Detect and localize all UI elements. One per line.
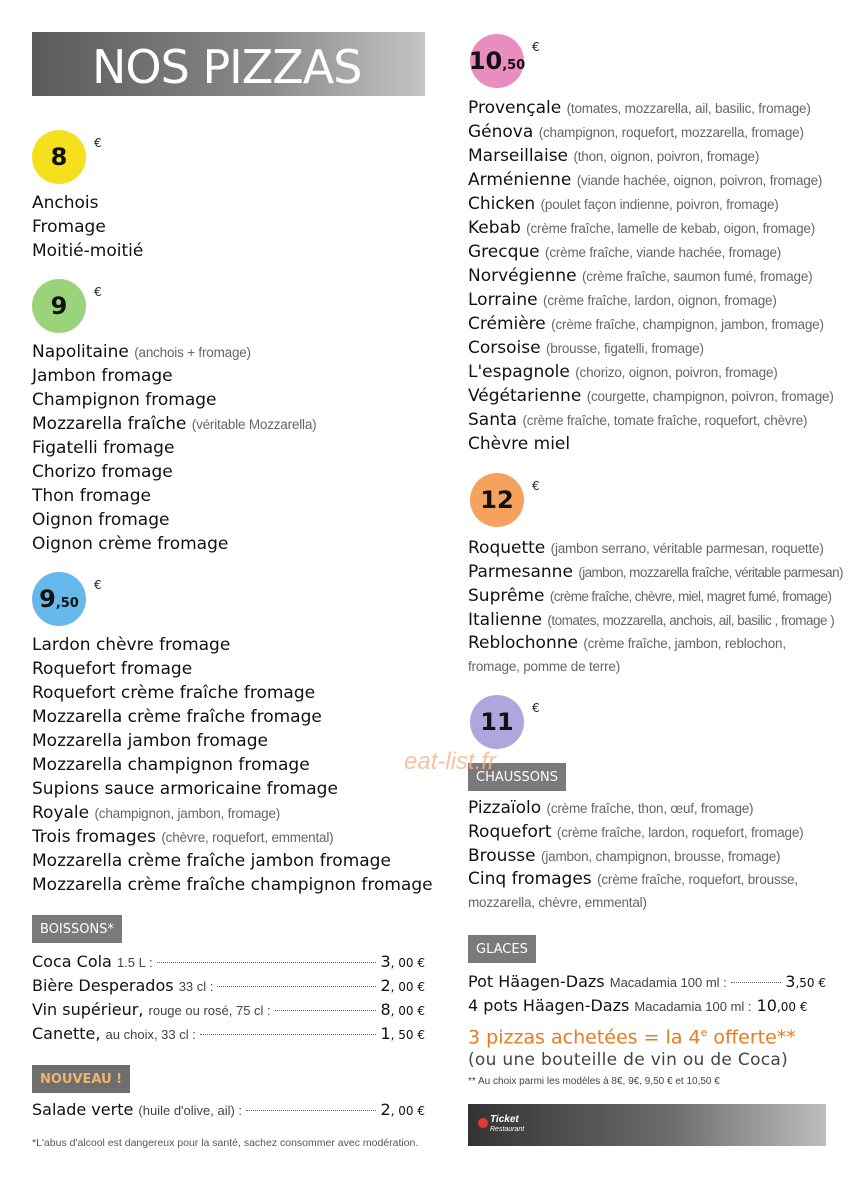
list-item: Roquette (jambon serrano, véritable parmesan, roquette) [468, 538, 824, 558]
price-disc: 8 [32, 130, 86, 184]
glace-row: 4 pots Häagen-Dazs Macadamia 100 ml : 10,00 € [468, 996, 808, 1015]
glaces-label: GLACES [468, 935, 536, 963]
price-badge-11 [470, 695, 540, 749]
nouveau-label: NOUVEAU ! [32, 1065, 130, 1093]
list-8 [32, 191, 143, 263]
list-item: Roquefort crème fraîche fromage [32, 683, 316, 703]
list-item: Figatelli fromage [32, 438, 175, 458]
list-12 [468, 536, 843, 678]
list-item: Supions sauce armoricaine fromage [32, 779, 338, 799]
list-item: Roquefort (crème fraîche, lardon, roquefort, fromage) [468, 822, 804, 842]
drink-row: Vin supérieur, rouge ou rosé, 75 cl : 8, 00 € [32, 1000, 425, 1019]
list-item: Mozzarella crème fraîche jambon fromage [32, 851, 391, 871]
drink-row: Bière Desperados 33 cl : 2, 00 € [32, 976, 425, 995]
ticket-logo-text: Ticket [490, 1114, 519, 1125]
list-item: Kebab (crème fraîche, lamelle de kebab, oigon, fromage) [468, 218, 816, 238]
list-item: Suprême (crème fraîche, chèvre, miel, magret fumé, fromage) [468, 586, 832, 606]
list-item: Moitié-moitié [32, 241, 144, 261]
leader-dots [217, 986, 376, 987]
price-disc: 12 [470, 473, 524, 527]
ticket-logo-subtext: Restaurant [490, 1126, 525, 1133]
list-item: Lardon chèvre fromage [32, 635, 231, 655]
list-item: Pizzaïolo (crème fraîche, thon, œuf, fromage) [468, 798, 754, 818]
list-11 [468, 796, 828, 914]
list-item: Provençale (tomates, mozzarella, ail, basilic, fromage) [468, 98, 811, 118]
list-item: Santa (crème fraîche, tomate fraîche, roquefort, chèvre) [468, 410, 808, 430]
list-9 [32, 340, 316, 556]
promo-note: ** Au choix parmi les modèles à 8€, 9€, 9,50 € et 10,50 € [468, 1076, 720, 1087]
drink-row: Canette, au choix, 33 cl : 1, 50 € [32, 1024, 425, 1043]
list-item: Cinq fromages (crème fraîche, roquefort, brousse, mozzarella, chèvre, emmental) [468, 869, 798, 910]
list-item: Oignon crème fromage [32, 534, 229, 554]
list-item: Trois fromages (chèvre, roquefort, emmental) [32, 827, 334, 847]
list-item: Fromage [32, 217, 106, 237]
promo-offer: 3 pizzas achetées = la 4e offerte** [468, 1026, 796, 1049]
euro-sign: € [532, 701, 540, 715]
list-item: Roquefort fromage [32, 659, 193, 679]
list-9-50 [32, 633, 433, 897]
price-badge-9-50 [32, 572, 102, 626]
list-item: Mozzarella jambon fromage [32, 731, 268, 751]
list-item: Royale (champignon, jambon, fromage) [32, 803, 281, 823]
chaussons-label: CHAUSSONS [468, 763, 566, 791]
list-item: Grecque (crème fraîche, viande hachée, fromage) [468, 242, 782, 262]
list-item: Chèvre miel [468, 434, 571, 454]
list-item: Mozzarella champignon fromage [32, 755, 310, 775]
list-10-50 [468, 96, 834, 456]
list-item: Norvégienne (crème fraîche, saumon fumé, fromage) [468, 266, 813, 286]
promo-alternative: (ou une bouteille de vin ou de Coca) [468, 1050, 789, 1070]
price-badge-9 [32, 279, 102, 333]
list-item: Lorraine (crème fraîche, lardon, oignon, fromage) [468, 290, 777, 310]
list-item: Génova (champignon, roquefort, mozzarella, fromage) [468, 122, 804, 142]
list-item: Mozzarella crème fraîche fromage [32, 707, 322, 727]
page-title: NOS PIZZAS [92, 40, 362, 94]
leader-dots [731, 982, 781, 983]
price-disc: 9 ,50 [32, 572, 86, 626]
leader-dots [200, 1034, 377, 1035]
price-badge-12 [470, 473, 540, 527]
watermark: eat-list.fr [404, 748, 497, 775]
title-bar [32, 32, 425, 96]
list-item: Brousse (jambon, champignon, brousse, fromage) [468, 846, 781, 866]
list-item: Marseillaise (thon, oignon, poivron, fromage) [468, 146, 760, 166]
alcohol-note: *L'abus d'alcool est dangereux pour la santé, sachez consommer avec modération. [32, 1137, 419, 1149]
list-item: Chicken (poulet façon indienne, poivron, fromage) [468, 194, 779, 214]
list-item: Anchois [32, 193, 99, 213]
price-badge-10-50 [470, 34, 540, 88]
boissons-label: BOISSONS* [32, 915, 122, 943]
drink-row: Coca Cola 1.5 L : 3, 00 € [32, 952, 425, 971]
list-item: Corsoise (brousse, figatelli, fromage) [468, 338, 704, 358]
salad-row: Salade verte (huile d'olive, ail) : 2, 00 € [32, 1100, 425, 1119]
list-item: Champignon fromage [32, 390, 217, 410]
price-badge-8 [32, 130, 102, 184]
list-item: Thon fromage [32, 486, 151, 506]
price-disc: 10 ,50 [470, 34, 524, 88]
leader-dots [157, 962, 377, 963]
list-item: Napolitaine (anchois + fromage) [32, 342, 251, 362]
list-item: Crémière (crème fraîche, champignon, jambon, fromage) [468, 314, 824, 334]
list-item: Végétarienne (courgette, champignon, poivron, fromage) [468, 386, 834, 406]
list-item: Oignon fromage [32, 510, 170, 530]
list-item: Parmesanne (jambon, mozzarella fraîche, véritable parmesan) [468, 562, 843, 582]
ticket-restaurant-banner [468, 1104, 826, 1146]
price-disc: 11 [470, 695, 524, 749]
leader-dots [275, 1010, 377, 1011]
leader-dots [246, 1110, 376, 1111]
list-item: Jambon fromage [32, 366, 173, 386]
ticket-restaurant-logo-icon [478, 1118, 488, 1128]
euro-sign: € [532, 40, 540, 54]
euro-sign: € [532, 479, 540, 493]
euro-sign: € [94, 578, 102, 592]
euro-sign: € [94, 285, 102, 299]
list-item: Reblochonne (crème fraîche, jambon, reblochon, fromage, pomme de terre) [468, 633, 786, 674]
price-disc: 9 [32, 279, 86, 333]
list-item: Mozzarella fraîche (véritable Mozzarella) [32, 414, 317, 434]
list-item: Mozzarella crème fraîche champignon fromage [32, 875, 433, 895]
list-item: L'espagnole (chorizo, oignon, poivron, fromage) [468, 362, 778, 382]
euro-sign: € [94, 136, 102, 150]
list-item: Arménienne (viande hachée, oignon, poivron, fromage) [468, 170, 823, 190]
list-item: Chorizo fromage [32, 462, 173, 482]
glace-row: Pot Häagen-Dazs Macadamia 100 ml : 3,50 € [468, 972, 826, 991]
list-item: Italienne (tomates, mozzarella, anchois, ail, basilic , fromage ) [468, 610, 835, 630]
